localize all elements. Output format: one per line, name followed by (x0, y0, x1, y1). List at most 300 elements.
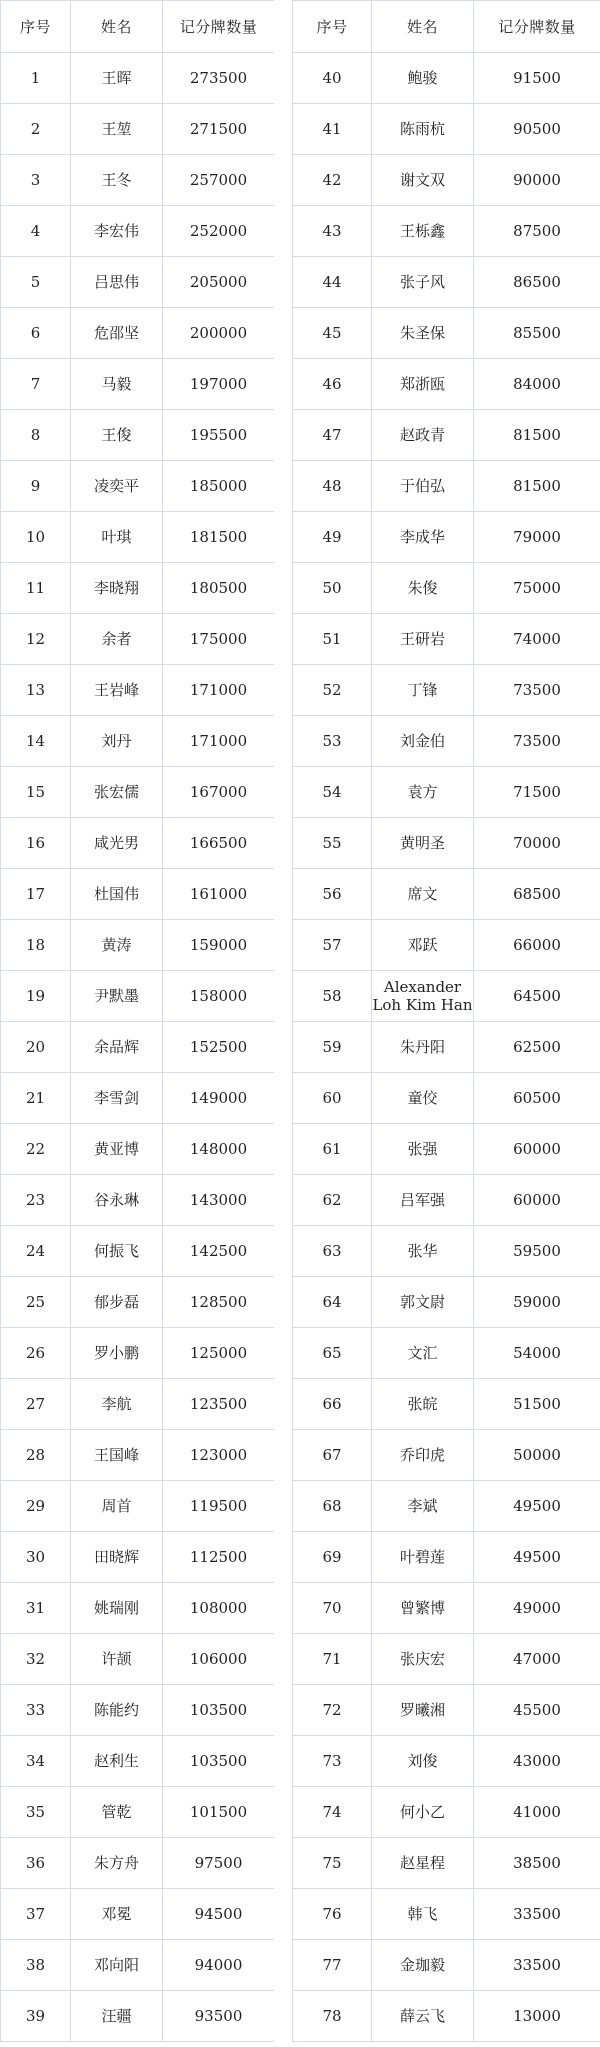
chips-cell: 161000 (163, 869, 275, 920)
header-chips: 记分牌数量 (163, 1, 275, 53)
chips-cell: 87500 (474, 206, 600, 257)
rank-cell: 62 (293, 1175, 372, 1226)
table-row (293, 563, 600, 614)
rank-cell: 50 (293, 563, 372, 614)
name-cell: 朱俊 (372, 563, 474, 614)
rank-cell: 32 (1, 1634, 71, 1685)
name-cell: 谢文双 (372, 155, 474, 206)
table-row (293, 1226, 600, 1277)
chips-cell: 43000 (474, 1736, 600, 1787)
name-cell: 童佼 (372, 1073, 474, 1124)
rank-cell: 77 (293, 1940, 372, 1991)
rank-cell: 44 (293, 257, 372, 308)
chips-cell: 84000 (474, 359, 600, 410)
name-cell: 郑浙瓯 (372, 359, 474, 410)
rank-cell: 14 (1, 716, 71, 767)
rank-cell: 34 (1, 1736, 71, 1787)
table-row (1, 359, 275, 410)
rank-cell: 57 (293, 920, 372, 971)
table-row (293, 308, 600, 359)
rank-cell: 27 (1, 1379, 71, 1430)
rank-cell: 30 (1, 1532, 71, 1583)
table-row (293, 1124, 600, 1175)
rank-cell: 21 (1, 1073, 71, 1124)
name-cell: 刘俊 (372, 1736, 474, 1787)
table-row (293, 1073, 600, 1124)
table-row (293, 1787, 600, 1838)
chips-cell: 85500 (474, 308, 600, 359)
chips-cell: 205000 (163, 257, 275, 308)
rank-cell: 78 (293, 1991, 372, 2042)
table-row (1, 461, 275, 512)
table-row (1, 665, 275, 716)
rank-cell: 67 (293, 1430, 372, 1481)
rank-cell: 68 (293, 1481, 372, 1532)
name-cell: 金珈毅 (372, 1940, 474, 1991)
rank-cell: 69 (293, 1532, 372, 1583)
chips-cell: 159000 (163, 920, 275, 971)
name-cell: 陈雨杭 (372, 104, 474, 155)
chips-cell: 148000 (163, 1124, 275, 1175)
table-row (293, 359, 600, 410)
rank-cell: 45 (293, 308, 372, 359)
chips-cell: 49500 (474, 1532, 600, 1583)
rank-cell: 63 (293, 1226, 372, 1277)
table-row (1, 971, 275, 1022)
name-cell: 朱方舟 (71, 1838, 163, 1889)
chips-cell: 33500 (474, 1940, 600, 1991)
name-cell: 乔印虎 (372, 1430, 474, 1481)
chips-cell: 81500 (474, 461, 600, 512)
table-row (293, 1889, 600, 1940)
chips-cell: 75000 (474, 563, 600, 614)
table-row (293, 206, 600, 257)
rank-cell: 19 (1, 971, 71, 1022)
chips-cell: 257000 (163, 155, 275, 206)
chips-cell: 71500 (474, 767, 600, 818)
name-cell: 周首 (71, 1481, 163, 1532)
table-row (1, 767, 275, 818)
table-row (1, 1175, 275, 1226)
name-cell: 李宏伟 (71, 206, 163, 257)
rank-cell: 6 (1, 308, 71, 359)
rank-cell: 70 (293, 1583, 372, 1634)
chips-cell: 273500 (163, 53, 275, 104)
name-cell: 凌奕平 (71, 461, 163, 512)
rank-cell: 52 (293, 665, 372, 716)
rank-cell: 60 (293, 1073, 372, 1124)
table-row (1, 1736, 275, 1787)
chips-cell: 51500 (474, 1379, 600, 1430)
name-cell: 朱圣保 (372, 308, 474, 359)
chips-cell: 54000 (474, 1328, 600, 1379)
chips-cell: 45500 (474, 1685, 600, 1736)
rank-cell: 10 (1, 512, 71, 563)
chips-cell: 60500 (474, 1073, 600, 1124)
name-cell: 张强 (372, 1124, 474, 1175)
table-row (1, 410, 275, 461)
name-cell: 姚瑞刚 (71, 1583, 163, 1634)
chips-cell: 152500 (163, 1022, 275, 1073)
table-row (293, 665, 600, 716)
table-row (293, 155, 600, 206)
chips-cell: 60000 (474, 1175, 600, 1226)
table-row (293, 1940, 600, 1991)
name-cell: 许颉 (71, 1634, 163, 1685)
table-row (1, 1583, 275, 1634)
rank-cell: 42 (293, 155, 372, 206)
name-cell: 李晓翔 (71, 563, 163, 614)
chips-cell: 103500 (163, 1736, 275, 1787)
right-table (292, 0, 600, 2042)
rank-cell: 2 (1, 104, 71, 155)
name-cell: 尹默墨 (71, 971, 163, 1022)
chips-cell: 49500 (474, 1481, 600, 1532)
name-cell: 张皖 (372, 1379, 474, 1430)
chips-cell: 197000 (163, 359, 275, 410)
name-cell: 黄明圣 (372, 818, 474, 869)
chips-cell: 167000 (163, 767, 275, 818)
rank-cell: 5 (1, 257, 71, 308)
rank-cell: 25 (1, 1277, 71, 1328)
table-row (293, 1022, 600, 1073)
name-cell: 黄涛 (71, 920, 163, 971)
table-row (293, 1430, 600, 1481)
chips-cell: 181500 (163, 512, 275, 563)
chips-cell: 171000 (163, 716, 275, 767)
rank-cell: 36 (1, 1838, 71, 1889)
chips-cell: 33500 (474, 1889, 600, 1940)
name-cell: Alexander Loh Kim Han (372, 971, 474, 1022)
table-row (1, 1277, 275, 1328)
name-cell: 张宏儒 (71, 767, 163, 818)
chips-cell: 123500 (163, 1379, 275, 1430)
table-row (1, 1991, 275, 2042)
table-row (1, 920, 275, 971)
chips-cell: 252000 (163, 206, 275, 257)
table-row (293, 869, 600, 920)
chips-cell: 125000 (163, 1328, 275, 1379)
name-cell: 危邵坚 (71, 308, 163, 359)
chips-cell: 59000 (474, 1277, 600, 1328)
rank-cell: 12 (1, 614, 71, 665)
chips-cell: 90500 (474, 104, 600, 155)
rank-cell: 15 (1, 767, 71, 818)
table-row (1, 1379, 275, 1430)
rank-cell: 37 (1, 1889, 71, 1940)
name-cell: 李成华 (372, 512, 474, 563)
name-cell: 袁方 (372, 767, 474, 818)
rank-cell: 18 (1, 920, 71, 971)
table-row (1, 1481, 275, 1532)
chips-cell: 142500 (163, 1226, 275, 1277)
rank-cell: 65 (293, 1328, 372, 1379)
table-row (1, 1124, 275, 1175)
rank-cell: 61 (293, 1124, 372, 1175)
chips-cell: 149000 (163, 1073, 275, 1124)
header-name: 姓名 (71, 1, 163, 53)
name-cell: 王研岩 (372, 614, 474, 665)
rank-cell: 23 (1, 1175, 71, 1226)
chips-cell: 91500 (474, 53, 600, 104)
name-cell: 王冬 (71, 155, 163, 206)
table-row (293, 1634, 600, 1685)
table-row (1, 1940, 275, 1991)
table-row (293, 512, 600, 563)
chips-cell: 101500 (163, 1787, 275, 1838)
rank-cell: 46 (293, 359, 372, 410)
chips-cell: 175000 (163, 614, 275, 665)
name-cell: 邓跃 (372, 920, 474, 971)
rank-cell: 11 (1, 563, 71, 614)
name-cell: 李斌 (372, 1481, 474, 1532)
name-cell: 邓向阳 (71, 1940, 163, 1991)
table-row (1, 1889, 275, 1940)
rank-cell: 41 (293, 104, 372, 155)
table-row (1, 206, 275, 257)
chips-cell: 143000 (163, 1175, 275, 1226)
chips-cell: 73500 (474, 716, 600, 767)
header-row (1, 1, 275, 53)
chips-cell: 166500 (163, 818, 275, 869)
rank-cell: 33 (1, 1685, 71, 1736)
table-row (293, 1379, 600, 1430)
table-row (1, 155, 275, 206)
name-cell: 吕军强 (372, 1175, 474, 1226)
name-cell: 韩飞 (372, 1889, 474, 1940)
table-row (293, 1583, 600, 1634)
rank-cell: 35 (1, 1787, 71, 1838)
rank-cell: 64 (293, 1277, 372, 1328)
name-cell: 杜国伟 (71, 869, 163, 920)
table-row (293, 767, 600, 818)
table-row (293, 971, 600, 1022)
chips-cell: 123000 (163, 1430, 275, 1481)
chips-cell: 112500 (163, 1532, 275, 1583)
rank-cell: 39 (1, 1991, 71, 2042)
chips-cell: 94000 (163, 1940, 275, 1991)
chips-cell: 47000 (474, 1634, 600, 1685)
table-row (1, 1328, 275, 1379)
chips-cell: 86500 (474, 257, 600, 308)
chips-cell: 38500 (474, 1838, 600, 1889)
chips-cell: 50000 (474, 1430, 600, 1481)
table-row (1, 1226, 275, 1277)
name-cell: 刘金伯 (372, 716, 474, 767)
right-table-body (293, 53, 600, 2042)
chips-cell: 119500 (163, 1481, 275, 1532)
name-cell: 罗小鹏 (71, 1328, 163, 1379)
name-cell: 汪疆 (71, 1991, 163, 2042)
table-row (293, 461, 600, 512)
name-cell: 何振飞 (71, 1226, 163, 1277)
name-cell: 赵政青 (372, 410, 474, 461)
chips-cell: 93500 (163, 1991, 275, 2042)
name-cell: 曾繁博 (372, 1583, 474, 1634)
name-cell: 王国峰 (71, 1430, 163, 1481)
chips-cell: 74000 (474, 614, 600, 665)
header-row (293, 1, 600, 53)
chips-cell: 108000 (163, 1583, 275, 1634)
name-cell: 席文 (372, 869, 474, 920)
chips-cell: 158000 (163, 971, 275, 1022)
chips-cell: 90000 (474, 155, 600, 206)
rank-cell: 31 (1, 1583, 71, 1634)
header-chips: 记分牌数量 (474, 1, 600, 53)
table-row (293, 1277, 600, 1328)
table-row (293, 257, 600, 308)
rank-cell: 51 (293, 614, 372, 665)
rank-cell: 48 (293, 461, 372, 512)
column-gap (274, 0, 292, 2047)
header-name: 姓名 (372, 1, 474, 53)
rank-cell: 47 (293, 410, 372, 461)
name-cell: 薛云飞 (372, 1991, 474, 2042)
chips-cell: 73500 (474, 665, 600, 716)
chips-cell: 41000 (474, 1787, 600, 1838)
rank-cell: 24 (1, 1226, 71, 1277)
table-row (293, 53, 600, 104)
rank-cell: 9 (1, 461, 71, 512)
table-row (1, 1532, 275, 1583)
rank-cell: 73 (293, 1736, 372, 1787)
table-row (293, 104, 600, 155)
name-cell: 田晓辉 (71, 1532, 163, 1583)
chips-cell: 70000 (474, 818, 600, 869)
table-row (293, 410, 600, 461)
name-cell: 王岩峰 (71, 665, 163, 716)
rank-cell: 29 (1, 1481, 71, 1532)
rank-cell: 49 (293, 512, 372, 563)
name-cell: 于伯弘 (372, 461, 474, 512)
name-cell: 刘丹 (71, 716, 163, 767)
table-row (1, 53, 275, 104)
chips-cell: 106000 (163, 1634, 275, 1685)
table-row (1, 716, 275, 767)
table-row (293, 1532, 600, 1583)
chips-cell: 200000 (163, 308, 275, 359)
chips-cell: 103500 (163, 1685, 275, 1736)
chips-cell: 81500 (474, 410, 600, 461)
rank-cell: 53 (293, 716, 372, 767)
table-row (293, 1685, 600, 1736)
rank-cell: 59 (293, 1022, 372, 1073)
rank-cell: 66 (293, 1379, 372, 1430)
table-row (293, 1328, 600, 1379)
name-cell: 余品辉 (71, 1022, 163, 1073)
chips-cell: 195500 (163, 410, 275, 461)
rank-cell: 16 (1, 818, 71, 869)
table-row (293, 818, 600, 869)
table-row (1, 614, 275, 665)
rank-cell: 1 (1, 53, 71, 104)
table-row (1, 1787, 275, 1838)
table-row (1, 869, 275, 920)
name-cell: 文汇 (372, 1328, 474, 1379)
rank-cell: 40 (293, 53, 372, 104)
table-row (1, 1634, 275, 1685)
rank-cell: 74 (293, 1787, 372, 1838)
chips-cell: 62500 (474, 1022, 600, 1073)
rank-cell: 3 (1, 155, 71, 206)
table-row (1, 818, 275, 869)
chips-cell: 185000 (163, 461, 275, 512)
name-cell: 余者 (71, 614, 163, 665)
chips-cell: 64500 (474, 971, 600, 1022)
table-row (1, 308, 275, 359)
name-cell: 咸光男 (71, 818, 163, 869)
chips-cell: 66000 (474, 920, 600, 971)
name-cell: 张庆宏 (372, 1634, 474, 1685)
rank-cell: 72 (293, 1685, 372, 1736)
chips-cell: 171000 (163, 665, 275, 716)
table-row (293, 920, 600, 971)
rank-cell: 17 (1, 869, 71, 920)
name-cell: 王俊 (71, 410, 163, 461)
name-cell: 罗曦湘 (372, 1685, 474, 1736)
rank-cell: 28 (1, 1430, 71, 1481)
rank-cell: 54 (293, 767, 372, 818)
name-cell: 李航 (71, 1379, 163, 1430)
rank-cell: 55 (293, 818, 372, 869)
rank-cell: 38 (1, 1940, 71, 1991)
chips-cell: 13000 (474, 1991, 600, 2042)
name-cell: 郭文尉 (372, 1277, 474, 1328)
table-row (1, 563, 275, 614)
name-cell: 张子风 (372, 257, 474, 308)
rank-cell: 13 (1, 665, 71, 716)
table-row (293, 614, 600, 665)
table-row (293, 1481, 600, 1532)
rank-cell: 26 (1, 1328, 71, 1379)
name-cell: 赵利生 (71, 1736, 163, 1787)
name-cell: 李雪剑 (71, 1073, 163, 1124)
table-row (293, 716, 600, 767)
table-row (293, 1175, 600, 1226)
chips-cell: 128500 (163, 1277, 275, 1328)
table-row (293, 1838, 600, 1889)
chips-cell: 49000 (474, 1583, 600, 1634)
chips-cell: 60000 (474, 1124, 600, 1175)
name-cell: 王晖 (71, 53, 163, 104)
table-row (1, 257, 275, 308)
table-row (1, 1073, 275, 1124)
chips-cell: 180500 (163, 563, 275, 614)
chips-cell: 94500 (163, 1889, 275, 1940)
rank-cell: 20 (1, 1022, 71, 1073)
chips-cell: 68500 (474, 869, 600, 920)
rank-cell: 7 (1, 359, 71, 410)
rank-cell: 71 (293, 1634, 372, 1685)
name-cell: 叶碧莲 (372, 1532, 474, 1583)
table-row (1, 1685, 275, 1736)
left-table-body (1, 53, 275, 2042)
name-cell: 鲍骏 (372, 53, 474, 104)
name-cell: 马毅 (71, 359, 163, 410)
table-row (1, 1430, 275, 1481)
name-cell: 邓冕 (71, 1889, 163, 1940)
name-cell: 陈能约 (71, 1685, 163, 1736)
table-row (1, 1838, 275, 1889)
rank-cell: 58 (293, 971, 372, 1022)
name-cell: 何小乙 (372, 1787, 474, 1838)
table-row (1, 104, 275, 155)
chips-cell: 59500 (474, 1226, 600, 1277)
name-cell: 朱丹阳 (372, 1022, 474, 1073)
name-cell: 丁锋 (372, 665, 474, 716)
name-cell: 谷永琳 (71, 1175, 163, 1226)
chips-cell: 271500 (163, 104, 275, 155)
